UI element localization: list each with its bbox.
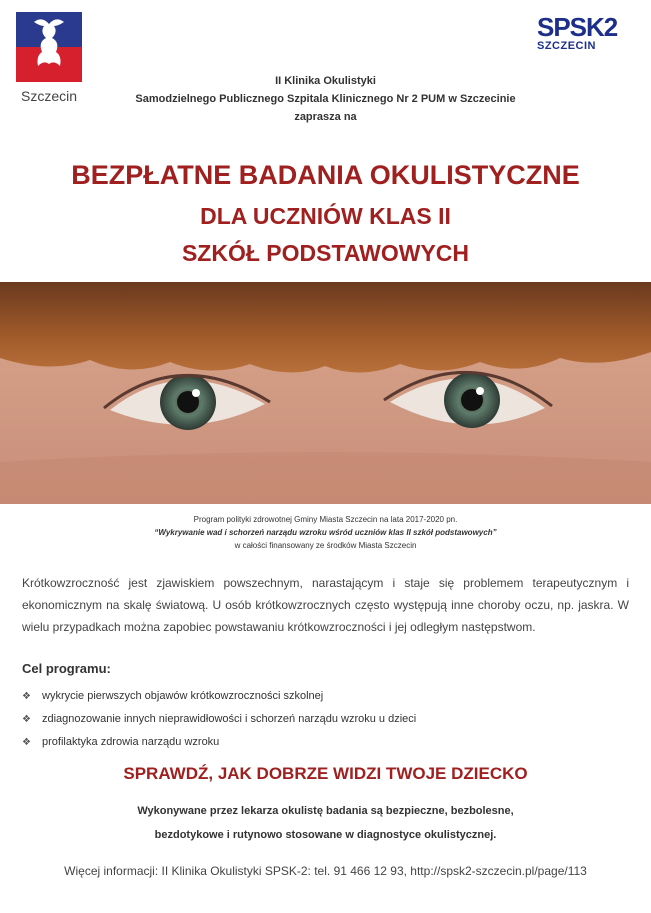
subtitle-line-1: DLA UCZNIÓW KLAS II xyxy=(200,203,451,229)
spsk2-logo xyxy=(537,14,641,56)
header-line-3: zaprasza na xyxy=(294,111,357,123)
main-title: BEZPŁATNE BADANIA OKULISTYCZNE xyxy=(71,160,580,190)
goals-list xyxy=(22,685,416,754)
diamond-bullet-icon: ❖ xyxy=(22,737,31,748)
safety-line-1: Wykonywane przez lekarza okulistę badania są bezpieczne, bezbolesne, xyxy=(137,805,514,817)
intro-paragraph: Krótkowzroczność jest zjawiskiem powszechnym, narastającym i staje się problemem terapeutycznym i ekonomicznym na skalę światową. U osób krótkowzrocznych często występują inne choroby oczu, np. jaskra. W wielu przypadkach można zapobiec powstawaniu krótkowzroczności i jej odległym następstwom. xyxy=(22,576,629,634)
goal-text: wykrycie pierwszych objawów krótkowzroczności szkolnej xyxy=(42,690,324,702)
eyes-image xyxy=(0,282,651,504)
diamond-bullet-icon: ❖ xyxy=(22,691,31,702)
list-item xyxy=(22,731,416,754)
program-name: “Wykrywanie wad i schorzeń narządu wzroku wśród uczniów klas II szkół podstawowych” xyxy=(154,528,497,537)
spsk2-logo-sub: SZCZECIN xyxy=(537,40,596,52)
goal-text: profilaktyka zdrowia narządu wzroku xyxy=(42,736,220,748)
subtitle-line-2: SZKÓŁ PODSTAWOWYCH xyxy=(181,240,470,266)
program-line-1: Program polityki zdrowotnej Gminy Miasta Szczecin na lata 2017-2020 pn. xyxy=(193,515,458,524)
organizer-header xyxy=(0,72,651,126)
goals-heading: Cel programu: xyxy=(22,661,111,676)
header-line-1: II Klinika Okulistyki xyxy=(275,75,376,87)
safety-note xyxy=(0,799,651,847)
contact-info: Więcej informacji: II Klinika Okulistyki SPSK-2: tel. 91 466 12 93, http://spsk2-szczecin.pl/page/113 xyxy=(64,864,587,878)
diamond-bullet-icon: ❖ xyxy=(22,714,31,725)
child-eyes-photo xyxy=(0,282,651,504)
header-line-2: Samodzielnego Publicznego Szpitala Klinicznego Nr 2 PUM w Szczecinie xyxy=(135,93,516,105)
list-item xyxy=(22,685,416,708)
goal-text: zdiagnozowanie innych nieprawidłowości i schorzeń narządu wzroku u dzieci xyxy=(42,713,417,725)
safety-line-2: bezdotykowe i rutynowo stosowane w diagnostyce okulistycznej. xyxy=(154,829,497,841)
program-info xyxy=(0,513,651,552)
szczecin-logo-text: Szczecin xyxy=(20,88,78,104)
spsk2-logo-main: SPSK2 xyxy=(537,12,618,42)
list-item xyxy=(22,708,416,731)
program-funding: w całości finansowany ze środków Miasta Szczecin xyxy=(234,541,417,550)
call-to-action: SPRAWDŹ, JAK DOBRZE WIDZI TWOJE DZIECKO xyxy=(123,764,528,783)
